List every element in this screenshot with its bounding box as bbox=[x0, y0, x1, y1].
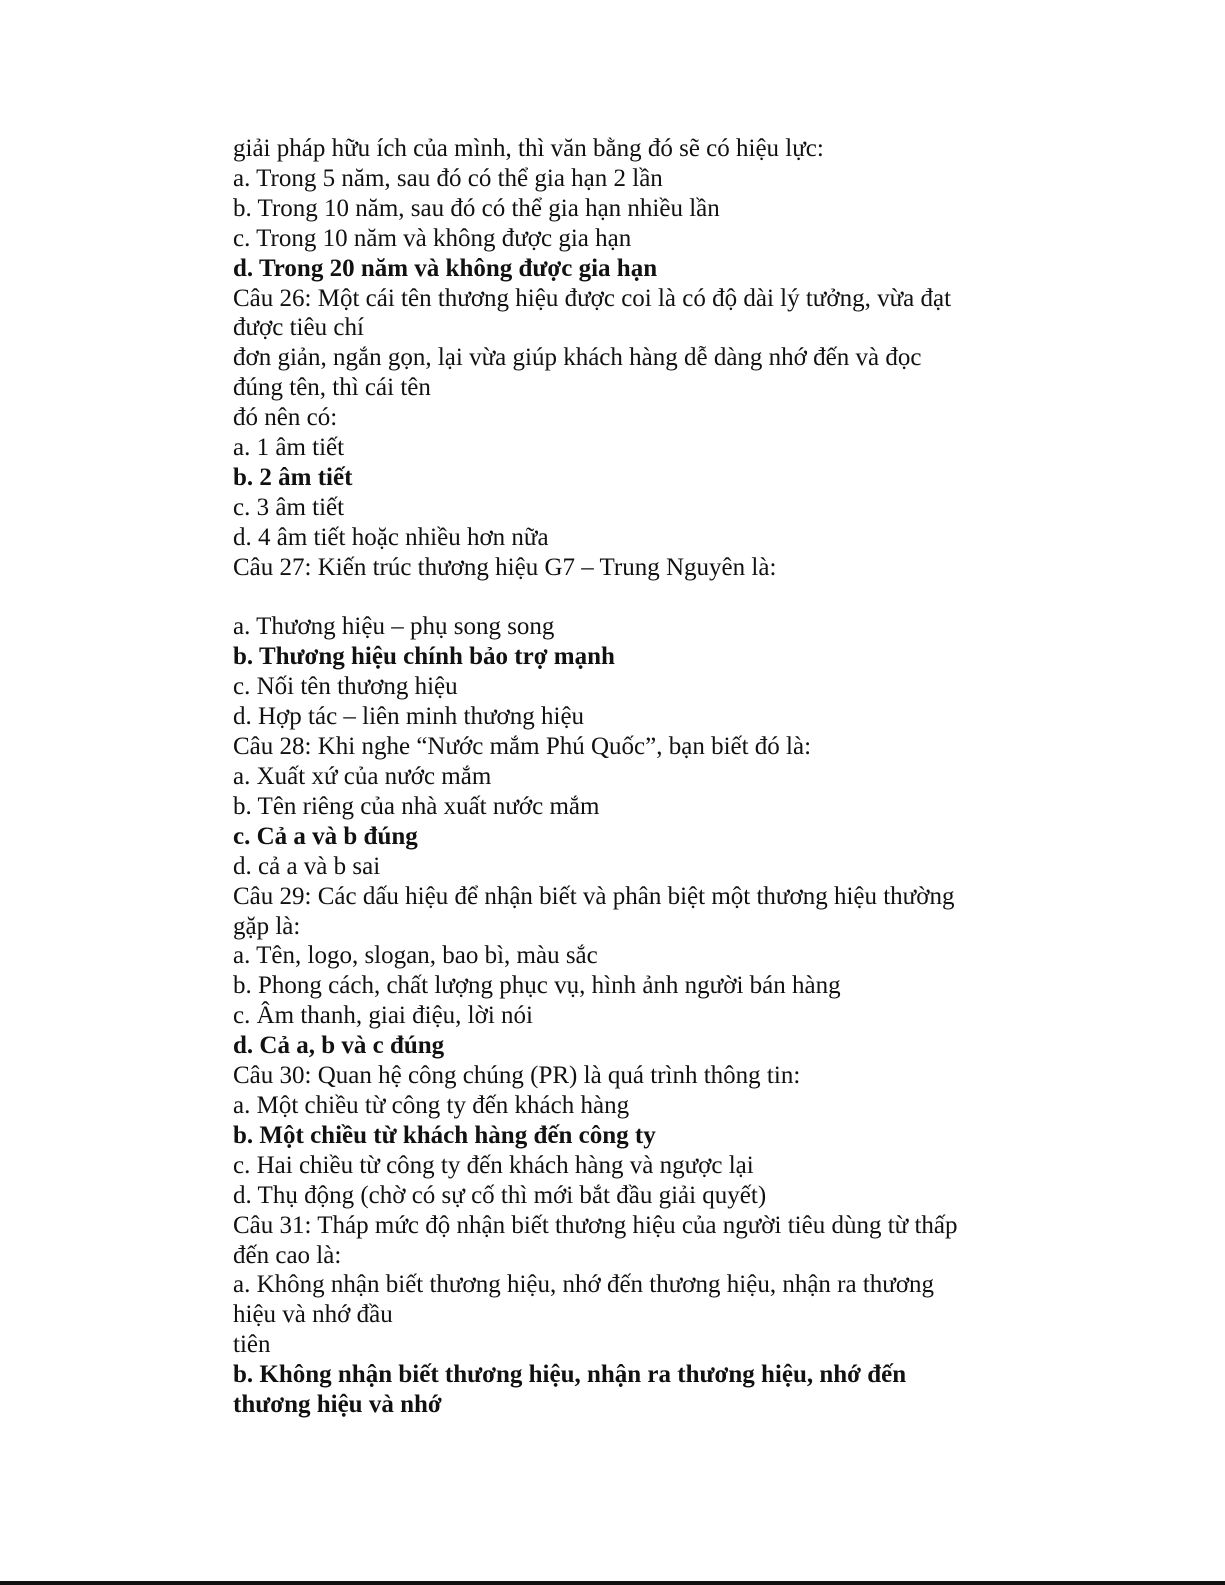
document-body bbox=[233, 134, 1003, 1420]
text-line: b. Phong cách, chất lượng phục vụ, hình ảnh người bán hàng bbox=[233, 972, 841, 1000]
text-line: a. 1 âm tiết bbox=[233, 434, 345, 462]
text-line: a. Không nhận biết thương hiệu, nhớ đến thương hiệu, nhận ra thương bbox=[233, 1271, 935, 1299]
text-line: đó nên có: bbox=[233, 404, 338, 432]
page-bottom-rule bbox=[0, 1581, 1225, 1585]
text-line: a. Một chiều từ công ty đến khách hàng bbox=[233, 1091, 630, 1119]
text-line: Câu 30: Quan hệ công chúng (PR) là quá trình thông tin: bbox=[233, 1062, 801, 1090]
text-line: giải pháp hữu ích của mình, thì văn bằng đó sẽ có hiệu lực: bbox=[233, 135, 824, 162]
text-line: c. Nối tên thương hiệu bbox=[233, 673, 458, 701]
text-line: d. cả a và b sai bbox=[233, 852, 381, 880]
answer-line-highlighted: b. Không nhận biết thương hiệu, nhận ra thương hiệu, nhớ đến bbox=[233, 1361, 907, 1389]
text-line: c. Âm thanh, giai điệu, lời nói bbox=[233, 1002, 533, 1030]
text-line: Câu 31: Tháp mức độ nhận biết thương hiệu của người tiêu dùng từ thấp bbox=[233, 1211, 958, 1239]
text-line: d. Thụ động (chờ có sự cố thì mới bắt đầu giải quyết) bbox=[233, 1181, 767, 1209]
answer-line-highlighted: b. Một chiều từ khách hàng đến công ty bbox=[233, 1121, 656, 1149]
text-line: hiệu và nhớ đầu bbox=[233, 1301, 393, 1329]
text-line: a. Trong 5 năm, sau đó có thể gia hạn 2 lần bbox=[233, 164, 663, 192]
text-line: c. Trong 10 năm và không được gia hạn bbox=[233, 224, 632, 252]
text-line: tiên bbox=[233, 1331, 271, 1359]
text-line: c. Hai chiều từ công ty đến khách hàng và ngược lại bbox=[233, 1151, 754, 1179]
text-line: a. Xuất xứ của nước mắm bbox=[233, 763, 492, 791]
text-line: Câu 27: Kiến trúc thương hiệu G7 – Trung Nguyên là: bbox=[233, 553, 777, 581]
text-line: gặp là: bbox=[233, 912, 301, 940]
text-line: a. Tên, logo, slogan, bao bì, màu sắc bbox=[233, 942, 598, 970]
text-line: Câu 28: Khi nghe “Nước mắm Phú Quốc”, bạn biết đó là: bbox=[233, 733, 812, 761]
text-line: đơn giản, ngắn gọn, lại vừa giúp khách hàng dễ dàng nhớ đến và đọc bbox=[233, 344, 922, 372]
answer-line-highlighted: d. Trong 20 năm và không được gia hạn bbox=[233, 254, 658, 282]
text-line: đúng tên, thì cái tên bbox=[233, 374, 431, 402]
text-line: d. 4 âm tiết hoặc nhiều hơn nữa bbox=[233, 523, 549, 551]
answer-line-highlighted: c. Cả a và b đúng bbox=[233, 822, 418, 850]
text-line: a. Thương hiệu – phụ song song bbox=[233, 613, 555, 641]
text-line: b. Trong 10 năm, sau đó có thể gia hạn nhiều lần bbox=[233, 194, 720, 222]
text-line: d. Hợp tác – liên minh thương hiệu bbox=[233, 703, 585, 731]
text-line: b. Tên riêng của nhà xuất nước mắm bbox=[233, 792, 600, 820]
answer-line-highlighted: d. Cả a, b và c đúng bbox=[233, 1032, 445, 1060]
text-line: Câu 26: Một cái tên thương hiệu được coi là có độ dài lý tưởng, vừa đạt bbox=[233, 284, 952, 312]
text-line: được tiêu chí bbox=[233, 314, 364, 342]
text-line bbox=[233, 583, 1003, 613]
answer-line-highlighted: b. Thương hiệu chính bảo trợ mạnh bbox=[233, 643, 615, 671]
text-line: đến cao là: bbox=[233, 1241, 342, 1269]
text-line: Câu 29: Các dấu hiệu để nhận biết và phân biệt một thương hiệu thường bbox=[233, 882, 955, 910]
text-line: c. 3 âm tiết bbox=[233, 493, 345, 521]
answer-line-highlighted: thương hiệu và nhớ bbox=[233, 1391, 442, 1419]
answer-line-highlighted: b. 2 âm tiết bbox=[233, 463, 353, 491]
